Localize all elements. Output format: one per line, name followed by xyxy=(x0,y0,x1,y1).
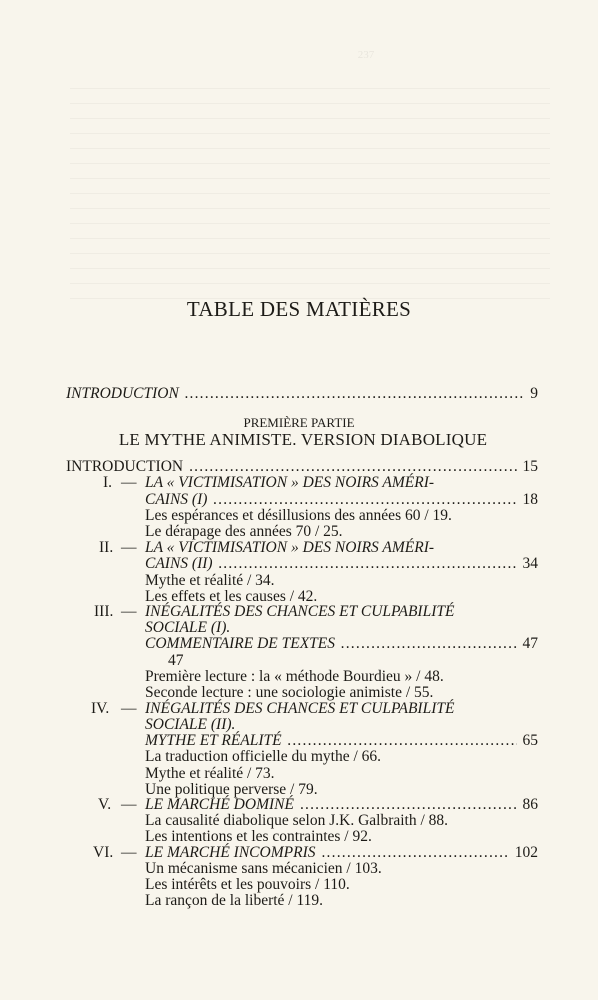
section-entry[interactable]: Les intérêts et les pouvoirs / 110. xyxy=(145,876,350,893)
toc-intro-label: INTRODUCTION xyxy=(66,385,179,402)
chapter-page: 18 xyxy=(522,491,538,508)
section-entry[interactable]: La rançon de la liberté / 119. xyxy=(145,892,324,909)
page-title: TABLE DES MATIÈRES xyxy=(186,297,412,321)
chapter-number: III. xyxy=(94,603,114,620)
chapter-title-cont: MYTHE ET RÉALITÉ xyxy=(145,732,282,749)
section-entry[interactable]: La causalité diabolique selon J.K. Galbraith / 88. xyxy=(145,812,449,829)
chapter-page: 102 xyxy=(514,844,538,861)
section-entry[interactable]: La traduction officielle du mythe / 66. xyxy=(145,748,382,765)
chapter-page: 65 xyxy=(522,732,538,749)
leader-dots xyxy=(341,635,516,652)
chapter-number: V. xyxy=(98,796,112,813)
chapter-page: 34 xyxy=(522,555,538,572)
chapter-title: LA « VICTIMISATION » DES NOIRS AMÉRI- xyxy=(145,474,435,491)
chapter-number: IV. xyxy=(91,700,110,717)
section-entry[interactable]: Un mécanisme sans mécanicien / 103. xyxy=(145,860,382,877)
chapter-title: LE MARCHÉ DOMINÉ xyxy=(145,796,294,813)
toc-intro[interactable] xyxy=(66,385,538,402)
chapter-dash: — xyxy=(121,700,137,717)
leader-dots xyxy=(288,732,517,749)
chapter-title-cont: CAINS (I) xyxy=(145,491,208,508)
part-title: LE MYTHE ANIMISTE. VERSION DIABOLIQUE xyxy=(118,430,488,449)
section-entry[interactable]: Première lecture : la « méthode Bourdieu » / 48. xyxy=(145,668,444,685)
chapter-dash: — xyxy=(121,474,137,491)
chapter-page: 47 xyxy=(522,635,538,652)
section-entry[interactable]: Les intentions et les contraintes / 92. xyxy=(145,828,372,845)
chapter-dash: — xyxy=(121,796,137,813)
section-entry[interactable]: Les espérances et désillusions des années 60 / 19. xyxy=(145,507,452,524)
part-number: PREMIÈRE PARTIE xyxy=(243,415,355,430)
chapter-1-line-2[interactable] xyxy=(145,491,538,508)
leader-dots xyxy=(300,796,517,813)
chapter-dash: — xyxy=(121,844,137,861)
section-entry[interactable]: Une politique perverse / 79. xyxy=(145,781,318,798)
chapter-number: I. xyxy=(103,474,113,491)
section-entry[interactable]: Seconde lecture : une sociologie animiste / 55. xyxy=(145,684,434,701)
chapter-number: VI. xyxy=(93,844,114,861)
chapter-title-cont: CAINS (II) xyxy=(145,555,213,572)
leader-dots xyxy=(185,385,524,402)
section-entry[interactable]: Le dérapage des années 70 / 25. xyxy=(145,523,343,540)
chapter-title: LE MARCHÉ INCOMPRIS xyxy=(145,844,316,861)
chapter-number: II. xyxy=(99,539,114,556)
chapter-4-line-3[interactable] xyxy=(145,732,538,749)
bleed-through xyxy=(70,88,550,308)
chapter-title-cont: COMMENTAIRE DE TEXTES xyxy=(145,635,336,652)
chapter-title: INÉGALITÉS DES CHANCES ET CULPABILITÉ xyxy=(145,603,455,620)
stray-page-number: 47 xyxy=(168,652,184,669)
section-entry[interactable]: Les effets et les causes / 42. xyxy=(145,588,318,605)
toc-part-intro[interactable] xyxy=(66,458,538,475)
chapter-dash: — xyxy=(121,603,137,620)
section-entry[interactable]: Mythe et réalité / 73. xyxy=(145,765,275,782)
bleed-through: 237 xyxy=(300,49,375,61)
toc-part-intro-page: 15 xyxy=(522,458,538,475)
chapter-dash: — xyxy=(121,539,137,556)
section-entry[interactable]: Mythe et réalité / 34. xyxy=(145,572,275,589)
leader-dots xyxy=(219,555,517,572)
chapter-title: LA « VICTIMISATION » DES NOIRS AMÉRI- xyxy=(145,539,435,556)
chapter-2-line-2[interactable] xyxy=(145,555,538,572)
chapter-page: 86 xyxy=(522,796,538,813)
chapter-title-cont: SOCIALE (I). xyxy=(145,619,231,636)
leader-dots xyxy=(189,458,516,475)
toc-part-intro-label: INTRODUCTION xyxy=(66,458,184,475)
leader-dots xyxy=(321,844,508,861)
toc-intro-page: 9 xyxy=(530,385,538,402)
chapter-title-cont: SOCIALE (II). xyxy=(145,716,236,733)
chapter-title: INÉGALITÉS DES CHANCES ET CULPABILITÉ xyxy=(145,700,455,717)
leader-dots xyxy=(213,491,516,508)
chapter-3-line-3[interactable] xyxy=(145,635,538,652)
